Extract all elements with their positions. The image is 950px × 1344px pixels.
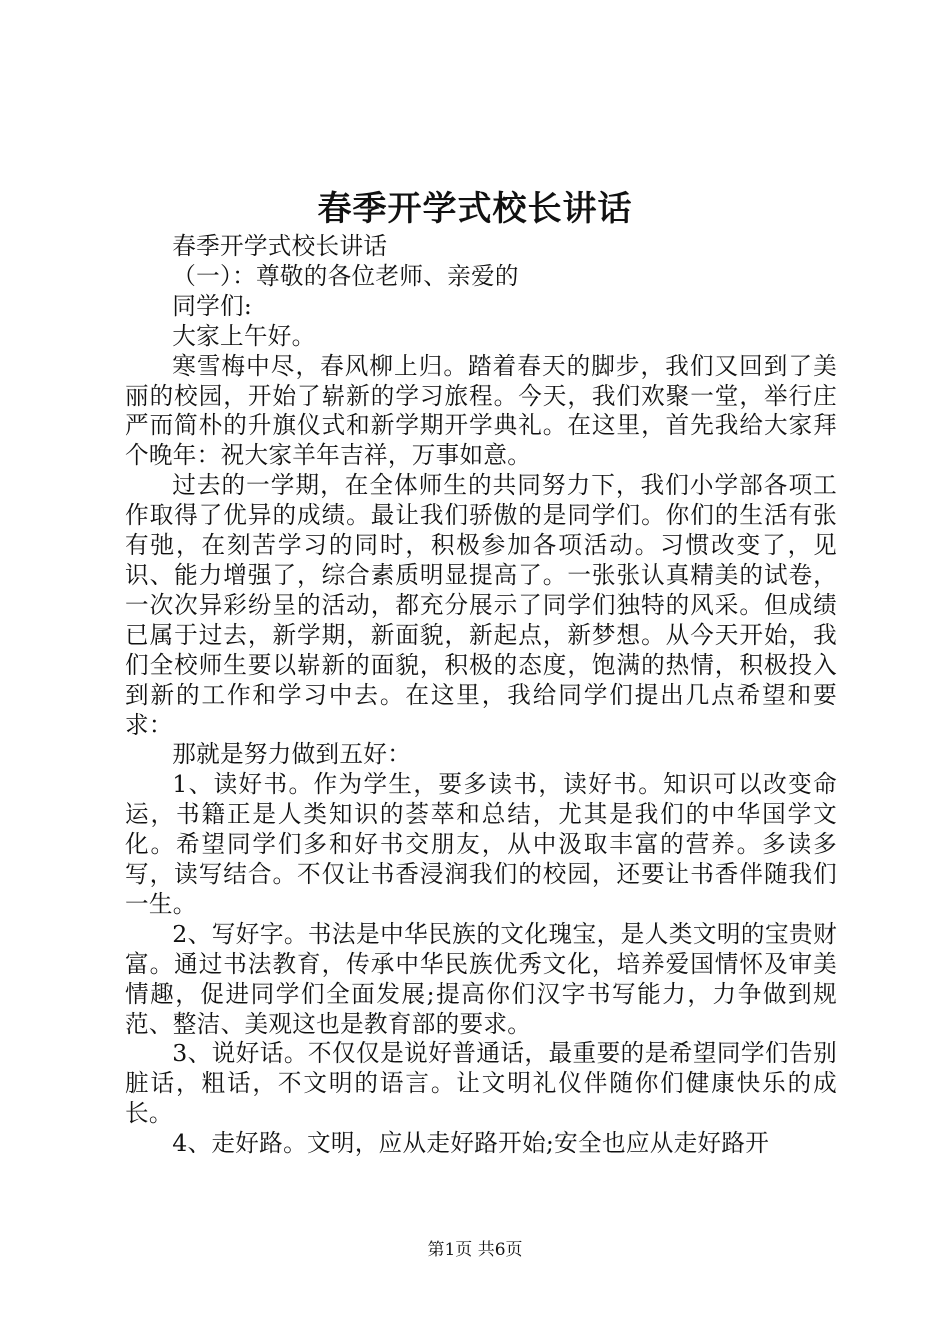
paragraph-salutation-continued: 同学们: — [172, 291, 253, 320]
document-title: 春季开学式校长讲话 — [317, 189, 633, 229]
document-body — [125, 232, 837, 1159]
paragraph-opening: 寒雪梅中尽，春风柳上归。踏着春天的脚步，我们又回到了美丽的校园，开始了崭新的学习旅程。今天，我们欢聚一堂，举行庄严而简朴的升旗仪式和新学期开学典礼。在这里，首先我给大家拜个晚年：祝大家羊年吉祥，万事如意。 — [125, 351, 837, 470]
page-number-footer: 第1页 共6页 — [427, 1240, 523, 1260]
paragraph-salutation: （一）：尊敬的各位老师、亲爱的 — [172, 261, 519, 290]
paragraph-walk-well: 4、走好路。文明，应从走好路开始;安全也应从走好路开 — [172, 1129, 770, 1158]
paragraph-review: 过去的一学期，在全体师生的共同努力下，我们小学部各项工作取得了优异的成绩。最让我们骄傲的是同学们。你们的生活有张有弛，在刻苦学习的同时，积极参加各项活动。习惯改变了，见识、能力增强了，综合素质明显提高了。一张张认真精美的试卷，一次次异彩纷呈的活动，都充分展示了同学们独特的风采。但成绩已属于过去，新学期，新面貌，新起点，新梦想。从今天开始，我们全校师生要以崭新的面貌，积极的态度，饱满的热情，积极投入到新的工作和学习中去。在这里，我给同学们提出几点希望和要求： — [125, 471, 837, 739]
paragraph-greeting: 大家上午好。 — [172, 321, 316, 350]
paragraph-speak-well: 3、说好话。不仅仅是说好普通话，最重要的是希望同学们告别脏话，粗话，不文明的语言。让文明礼仪伴随你们健康快乐的成长。 — [125, 1039, 837, 1128]
paragraph-five-goods-intro: 那就是努力做到五好： — [172, 740, 412, 769]
paragraph-subtitle: 春季开学式校长讲话 — [172, 232, 388, 260]
paragraph-write-characters: 2、写好字。书法是中华民族的文化瑰宝，是人类文明的宝贵财富。通过书法教育，传承中华民族优秀文化，培养爱国情怀及审美情趣，促进同学们全面发展;提高你们汉字书写能力，力争做到规范、整洁、美观这也是教育部的要求。 — [125, 919, 837, 1038]
paragraph-read-books: 1、读好书。作为学生，要多读书，读好书。知识可以改变命运，书籍正是人类知识的荟萃和总结，尤其是我们的中华国学文化。希望同学们多和好书交朋友，从中汲取丰富的营养。多读多写，读写结合。不仅让书香浸润我们的校园，还要让书香伴随我们一生。 — [125, 770, 837, 918]
